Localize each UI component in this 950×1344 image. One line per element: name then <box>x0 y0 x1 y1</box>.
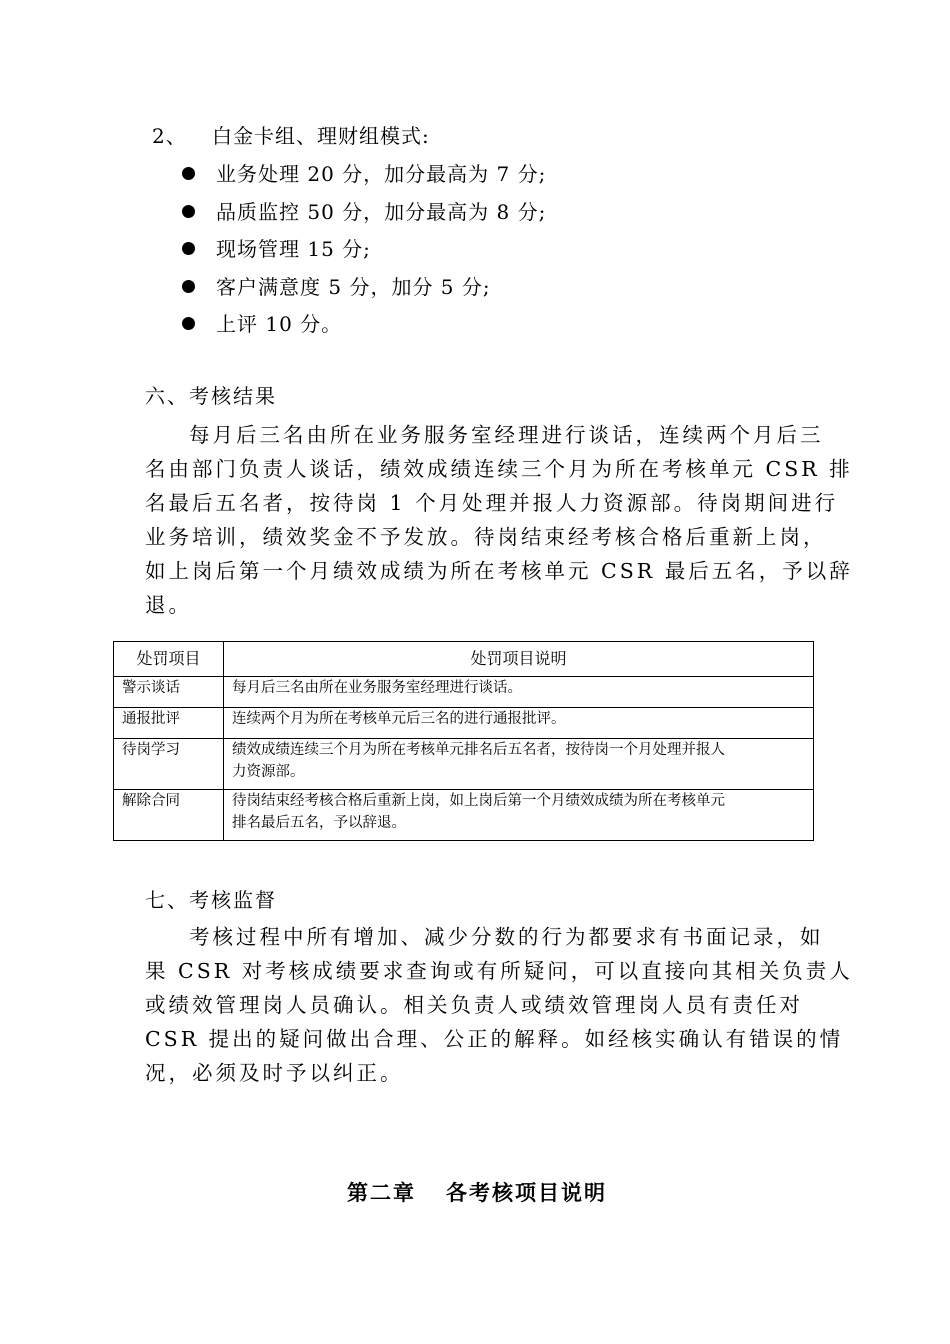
subsection-number: 2、 <box>152 124 187 148</box>
paragraph-line: 业务培训，绩效奖金不予发放。待岗结束经考核合格后重新上岗， <box>145 525 827 549</box>
subsection-title: 白金卡组、理财组模式: <box>212 124 430 148</box>
table-row <box>114 708 814 739</box>
section-six-title: 六、考核结果 <box>145 384 277 408</box>
section-seven-paragraph <box>145 925 853 1095</box>
list-item: 上评 10 分。 <box>180 312 546 350</box>
penalty-table <box>113 641 814 841</box>
column-header-description: 处罚项目说明 <box>224 642 814 677</box>
paragraph-line: 每月后三名由所在业务服务室经理进行谈话，连续两个月后三 <box>189 423 824 447</box>
bullet-icon <box>182 167 195 180</box>
list-item: 客户满意度 5 分，加分 5 分; <box>180 275 546 313</box>
penalty-item: 通报批评 <box>114 708 224 739</box>
paragraph-line: 名最后五名者，按待岗 1 个月处理并报人力资源部。待岗期间进行 <box>145 491 839 515</box>
penalty-item: 待岗学习 <box>114 739 224 790</box>
paragraph-line: 如上岗后第一个月绩效成绩为所在考核单元 CSR 最后五名，予以辞 <box>145 559 853 583</box>
chapter-number: 第二章 <box>347 1180 416 1205</box>
penalty-description: 每月后三名由所在业务服务室经理进行谈话。 <box>224 677 814 708</box>
bullet-icon <box>182 242 195 255</box>
chapter-heading <box>347 1180 607 1206</box>
section-six-paragraph <box>145 423 853 627</box>
list-item: 现场管理 15 分; <box>180 237 546 275</box>
bullet-icon <box>182 280 195 293</box>
scoring-bullet-list <box>180 162 546 350</box>
chapter-title: 各考核项目说明 <box>446 1180 607 1205</box>
penalty-item: 警示谈话 <box>114 677 224 708</box>
paragraph-line: 名由部门负责人谈话，绩效成绩连续三个月为所在考核单元 CSR 排 <box>145 457 853 481</box>
bullet-icon <box>182 317 195 330</box>
table-row <box>114 739 814 790</box>
table-row <box>114 677 814 708</box>
list-item: 业务处理 20 分，加分最高为 7 分; <box>180 162 546 200</box>
table-header-row <box>114 642 814 677</box>
paragraph-line: 考核过程中所有增加、减少分数的行为都要求有书面记录，如 <box>189 925 824 949</box>
column-header-item: 处罚项目 <box>114 642 224 677</box>
paragraph-line: CSR 提出的疑问做出合理、公正的解释。如经核实确认有错误的情 <box>145 1027 844 1051</box>
bullet-icon <box>182 205 195 218</box>
paragraph-line: 退。 <box>145 593 192 617</box>
section-seven-title: 七、考核监督 <box>145 888 277 912</box>
paragraph-line: 或绩效管理岗人员确认。相关负责人或绩效管理岗人员有责任对 <box>145 993 803 1017</box>
paragraph-line: 果 CSR 对考核成绩要求查询或有所疑问，可以直接向其相关负责人 <box>145 959 853 983</box>
table-row <box>114 790 814 841</box>
subsection-heading <box>152 124 430 148</box>
penalty-description: 连续两个月为所在考核单元后三名的进行通报批评。 <box>224 708 814 739</box>
penalty-item: 解除合同 <box>114 790 224 841</box>
penalty-description: 绩效成绩连续三个月为所在考核单元排名后五名者，按待岗一个月处理并报人 力资源部。 <box>224 739 814 790</box>
list-item: 品质监控 50 分，加分最高为 8 分; <box>180 200 546 238</box>
penalty-description: 待岗结束经考核合格后重新上岗，如上岗后第一个月绩效成绩为所在考核单元 排名最后五名，予以辞退。 <box>224 790 814 841</box>
paragraph-line: 况，必须及时予以纠正。 <box>145 1061 404 1085</box>
